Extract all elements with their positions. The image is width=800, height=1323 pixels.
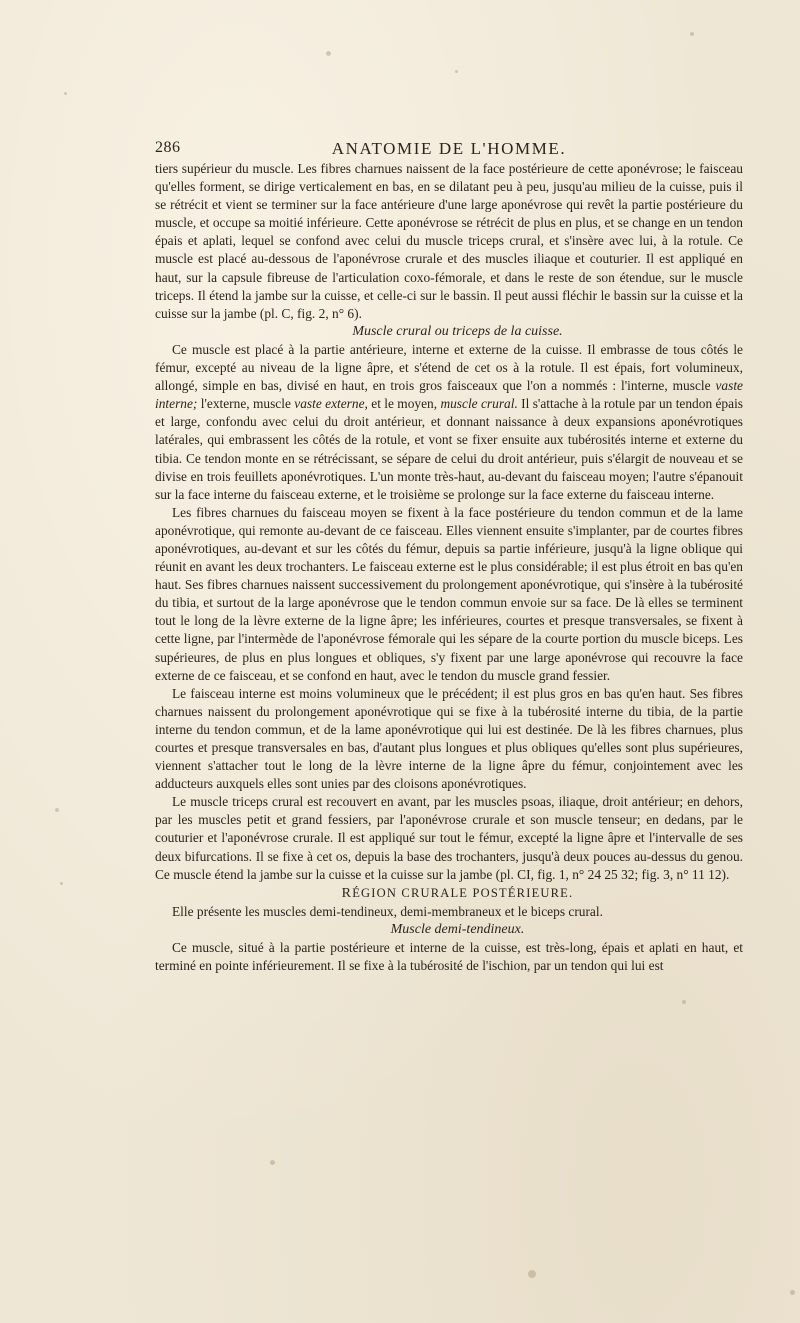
body-text (155, 160, 743, 975)
page-number: 286 (155, 139, 181, 156)
foxing-spot (790, 1290, 795, 1295)
term: vaste externe, (294, 396, 368, 412)
paragraph: Ce muscle, situé à la partie postérieure et interne de la cuisse, est très-long, épais et aplati en haut, et terminé en pointe inférieurement. Il se fixe à la tubérosité de l'ischion, par un tendon qui lui est (155, 940, 743, 974)
page-header (155, 139, 743, 161)
foxing-spot (528, 1270, 536, 1278)
paragraph: Ce muscle est placé à la partie antérieure, interne et externe de la cuisse. Il embrasse de tous côtés le fémur, excepté au niveau de la ligne âpre, et s'étend de cet os à la rotule. Il est épais, fort volumineux, allongé, simple en bas, divisé en haut, en trois gros faisceaux que l'on a nommés : l'interne, muscle vaste interne; l'externe, muscle vaste externe, et le moyen, muscle crural. Il s'attache à la rotule par un tendon épais et large, confondu avec celui du droit antérieur, et donnant naissance à deux expansions aponévrotiques latérales, qui embrassent les côtés de la rotule, et vont se fixer ensuite aux tubérosités interne et externe du tibia. Ce tendon monte en se rétrécissant, se sépare de celui du droit antérieur, puis s'élargit de nouveau et se divise en trois feuillets aponévrotiques. L'un monte très-haut, au-devant du faisceau moyen; l'autre s'épanouit sur la face interne du faisceau externe, et le troisième se prolonge sur la face externe du faisceau interne. (155, 341, 744, 502)
section-title: RÉGION CRURALE POSTÉRIEURE. (341, 885, 574, 901)
term: vaste interne; (155, 378, 743, 412)
subheading: Muscle demi-tendineux. (390, 921, 525, 937)
paragraph: Le muscle triceps crural est recouvert en avant, par les muscles psoas, iliaque, droit antérieur; en dehors, par les muscles petit et grand fessiers, par l'aponévrose crurale et son muscle tenseur; en dedans, par le couturier et l'aponévrose crurale. Il est appliqué sur tout le fémur, excepté la ligne âpre et l'intervalle de ses deux bifurcations. Il se fixe à cet os, depuis la base des trochanters, jusqu'à deux pouces au-dessus du genou. Ce muscle étend la jambe sur la cuisse et la cuisse sur la jambe (pl. CI, fig. 1, n° 24 25 32; fig. 3, n° 11 12). (155, 794, 743, 882)
paragraph: Elle présente les muscles demi-tendineux, demi-membraneux et le biceps crural. (172, 903, 603, 919)
foxing-spot (326, 51, 331, 56)
foxing-spot (682, 1000, 686, 1004)
foxing-spot (455, 70, 458, 73)
term: muscle crural. (440, 396, 518, 412)
foxing-spot (64, 92, 67, 95)
running-head: ANATOMIE DE L'HOMME. (331, 139, 567, 158)
paragraph: Les fibres charnues du faisceau moyen se fixent à la face postérieure du tendon commun et de la lame aponévrotique, qui remonte au-devant de ce faisceau. Elles viennent ensuite s'implanter, par de courtes fibres aponévrotiques, au-devant et sur les côtés du fémur, depuis sa partie inférieure, jusqu'à la ligne oblique qui réunit en avant les deux trochanters. Le faisceau externe est le plus considérable; il est plus étroit en bas qu'en haut. Ses fibres charnues naissent successivement du prolongement aponévrotique, qui s'insère à la tubérosité du tibia, et surtout de la large aponévrose que le tendon commun envoie sur sa face. De là elles se terminent tout le long de la lèvre externe de la ligne âpre; les inférieures, courtes et presque transversales, se fixent à cette ligne, par l'intermède de l'aponévrose fémorale qui les sépare de la courte portion du muscle biceps. Les supérieures, de plus en plus longues et obliques, s'y fixent par une large aponévrose qui recouvre la face externe de ce faisceau, et se confond en haut, avec le tendon du muscle grand fessier. (155, 504, 743, 683)
paragraph: Le faisceau interne est moins volumineux que le précédent; il est plus gros en bas qu'en haut. Ses fibres charnues naissent du prolongement aponévrotique qui se fixe à la tubérosité interne du tibia, de la partie interne du tendon commun, et de la lame aponévrotique qui lui est destinée. De là les fibres charnues, plus courtes et presque transversales en bas, d'autant plus longues et plus obliques qu'elles sont plus supérieures, viennent s'attacher tout le long de la lèvre interne de la ligne âpre du fémur, conjointement avec les adducteurs auxquels elles sont unies par des cloisons aponévrotiques. (155, 685, 743, 792)
foxing-spot (270, 1160, 275, 1165)
subheading: Muscle crural ou triceps de la cuisse. (352, 323, 563, 339)
foxing-spot (690, 32, 694, 36)
paragraph: tiers supérieur du muscle. Les fibres charnues naissent de la face postérieure de cette aponévrose; le faisceau qu'elles forment, se dirige verticalement en bas, en se dilatant peu à peu, jusqu'au milieu de la cuisse, puis il se rétrécit et vient se terminer sur la face antérieure d'une large aponévrose qui revêt la partie postérieure du muscle, et occupe sa moitié inférieure. Cette aponévrose se rétrécit de plus en plus, et se change en un tendon épais et aplati, lequel se confond avec celui du muscle triceps crural, et s'insère avec lui, à la rotule. Ce muscle est placé au-dessous de l'aponévrose crurale et des muscles iliaque et couturier. Il est appliqué en haut, sur la capsule fibreuse de l'articulation coxo-fémorale, et dans le reste de son étendue, sur le muscle triceps. Il étend la jambe sur la cuisse, et celle-ci sur le bassin. Il peut aussi fléchir le bassin sur la cuisse et la cuisse sur la jambe (pl. C, fig. 2, n° 6). (155, 161, 743, 321)
foxing-spot (55, 808, 59, 812)
foxing-spot (60, 882, 63, 885)
